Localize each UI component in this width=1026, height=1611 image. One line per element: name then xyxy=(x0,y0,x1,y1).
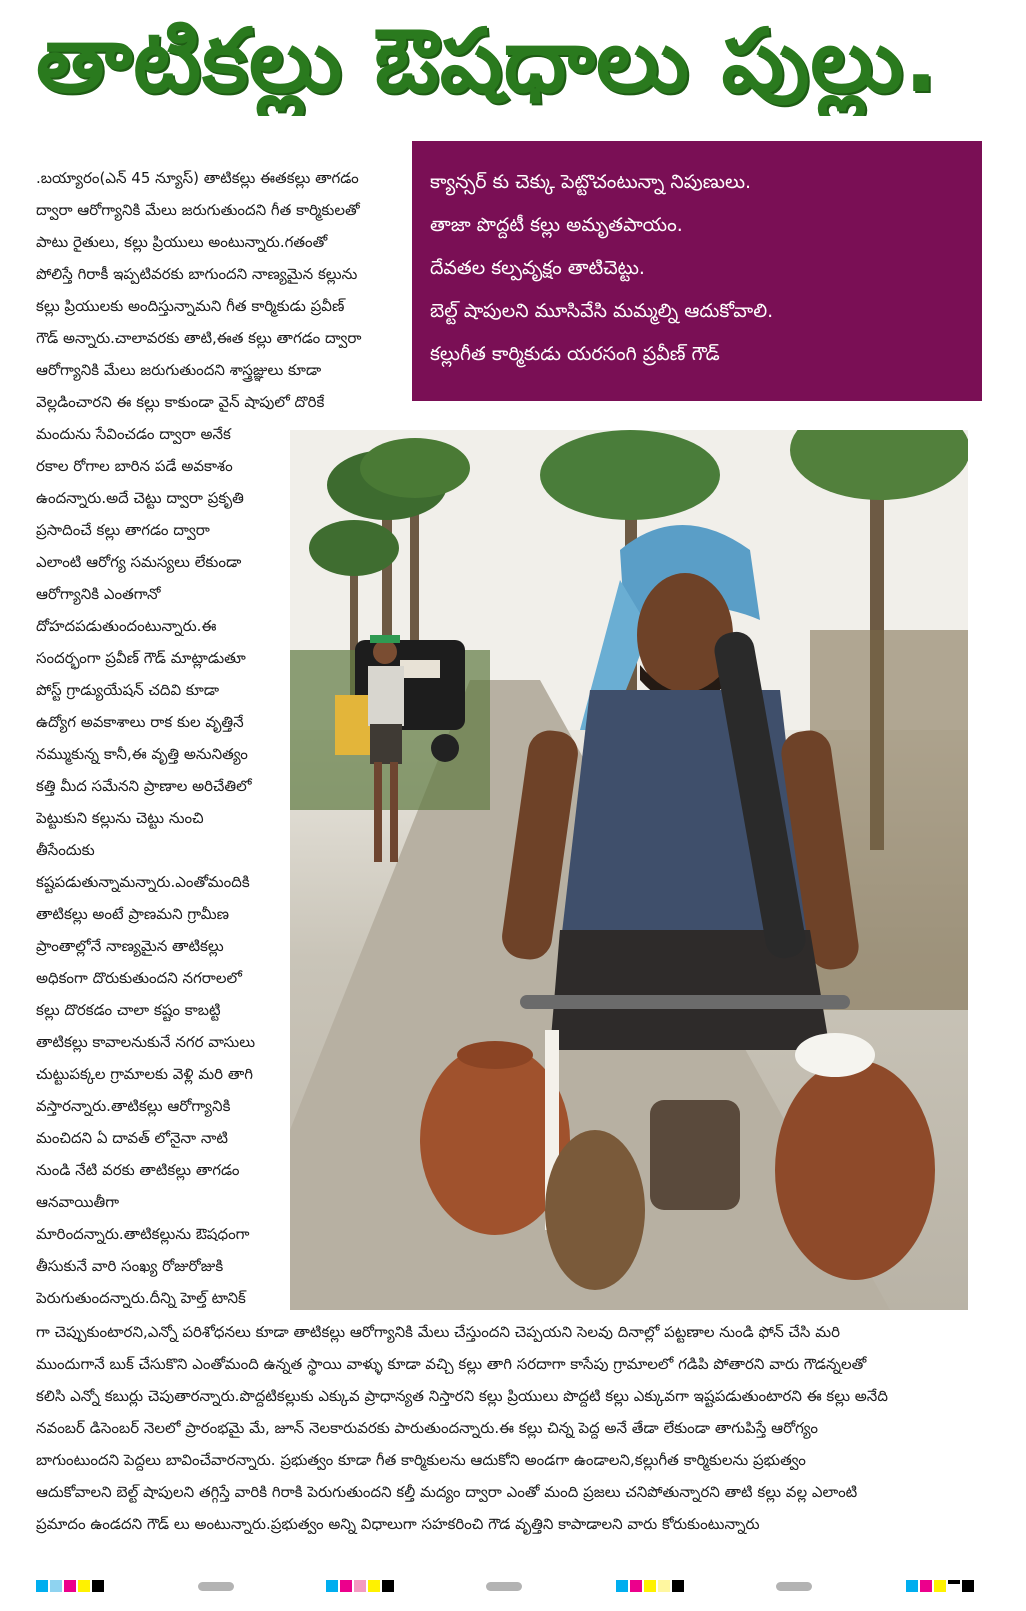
article-line: ముందుగానే బుక్ చేసుకొని ఎంతోమంది ఉన్నత స్థాయి వాళ్ళు కూడా వచ్చి కల్లు తాగి సరదాగా కాసేపు గ్రామాలలో గడిపి పోతారని వారు గౌడన్నలతో xyxy=(36,1355,867,1373)
article-line: ఎలాంటి ఆరోగ్య సమస్యలు లేకుండా xyxy=(36,553,242,571)
article-line: ఆరోగ్యానికి మేలు జరుగుతుందని శాస్త్రజ్ఞులు కూడా xyxy=(36,361,322,379)
registration-marks xyxy=(36,1578,996,1594)
color-bar xyxy=(326,1580,394,1592)
article-line: సందర్భంగా ప్రవీణ్ గౌడ్ మాట్లాడుతూ xyxy=(36,649,246,667)
color-bar xyxy=(36,1580,104,1592)
highlight-box xyxy=(412,141,982,401)
article-line: పాటు రైతులు, కల్లు ప్రియులు అంటున్నారు.గతంతో xyxy=(36,233,328,251)
article-line: ఆరోగ్యానికి ఎంతగానో xyxy=(36,585,161,603)
article-line: తీసేందుకు xyxy=(36,841,95,859)
article-line: వెల్లడించారని ఈ కల్లు కాకుండా వైన్ షాపులో దొరికే xyxy=(36,393,325,411)
headline: తాటికల్లు ఔషధాలు పుల్లు. xyxy=(36,9,939,112)
highlight-line: క్యాన్సర్ కు చెక్కు పెట్టొచంటున్నా నిపుణులు. xyxy=(430,171,752,193)
article-line: కల్లు దొరకడం చాలా కష్టం కాబట్టి xyxy=(36,1001,221,1019)
article-line: మందును సేవించడం ద్వారా అనేక xyxy=(36,425,231,443)
article-line: ద్వారా ఆరోగ్యానికి మేలు జరుగుతుందని గీత కార్మికులతో xyxy=(36,201,360,219)
highlight-line: తాజా పొద్దటీ కల్లు అమృతపాయం. xyxy=(430,214,683,236)
article-line: ప్రమాదం ఉండదని గౌడ్ లు అంటున్నారు.ప్రభుత్వం అన్ని విధాలుగా సహకరించి గౌడ వృత్తిని కాపాడాలని వారు కోరుకుంటున్నారు xyxy=(36,1515,760,1533)
handlebar xyxy=(520,995,850,1009)
highlight-line: కల్లుగీత కార్మికుడు యరసంగి ప్రవీణ్ గౌడ్ xyxy=(430,343,720,365)
article-line: బాగుంటుందని పెద్దలు బావించేవారన్నారు. ప్రభుత్వం కూడా గీత కార్మికులను ఆదుకోని అండగా ఉండాలని,కల్లుగీత కార్మికులను ప్రభుత్వం xyxy=(36,1451,806,1469)
article-line: మారిందన్నారు.తాటికల్లును ఔషధంగా xyxy=(36,1225,250,1243)
gray-mark xyxy=(776,1582,812,1591)
article-line: ఉద్యోగ అవకాశాలు రాక కుల వృత్తినే xyxy=(36,713,244,731)
article-line: గా చెప్పుకుంటారని,ఎన్నో పరిశోధనలు కూడా తాటికల్లు ఆరోగ్యానికి మేలు చేస్తుందని చెప్పయని సెలవు దినాల్లో పట్టణాల నుండి ఫోన్ చేసి మరి xyxy=(36,1323,840,1341)
article-line: తీసుకునే వారి సంఖ్య రోజురోజుకి xyxy=(36,1257,224,1275)
color-bar xyxy=(906,1580,974,1592)
color-bar xyxy=(616,1580,684,1592)
article-line: కల్లు ప్రియులకు అందిస్తున్నామని గీత కార్మికుడు ప్రవీణ్ xyxy=(36,297,345,315)
article-line: నవంబర్ డిసెంబర్ నెలలో ప్రారంభమై మే, జూన్ నెలకారువరకు పారుతుందన్నారు.ఈ కల్లు చిన్న పెద్ద అనే తేడా లేకుండా తాగుపిస్తే ఆరోగ్యం xyxy=(36,1419,818,1437)
article-line: ఆనవాయితీగా xyxy=(36,1193,120,1211)
article-bottom xyxy=(36,1316,986,1540)
article-line: వస్తారన్నారు.తాటికల్లు ఆరోగ్యానికి xyxy=(36,1097,231,1115)
article-line: ఉందన్నారు.అదే చెట్టు ద్వారా ప్రకృతి xyxy=(36,489,244,507)
article-line: రకాల రోగాల బారిన పడే అవకాశం xyxy=(36,457,233,475)
article-line: ప్రాంతాల్లోనే నాణ్యమైన తాటికల్లు xyxy=(36,937,224,955)
article-line: మంచిదని ఏ దావత్ లోనైనా నాటి xyxy=(36,1129,229,1147)
article-line: పోస్ట్ గ్రాడ్యుయేషన్ చదివి కూడా xyxy=(36,681,220,699)
article-line: చుట్టుపక్కల గ్రామాలకు వెళ్లి మరి తాగి xyxy=(36,1065,253,1083)
photo-illustration xyxy=(290,430,968,1310)
article-line: తాటికల్లు కావాలనుకునే నగర వాసులు xyxy=(36,1033,256,1051)
article-line: నుండి నేటి వరకు తాటికల్లు తాగడం xyxy=(36,1161,240,1179)
article-line: పెట్టుకుని కల్లును చెట్టు నుంచి xyxy=(36,809,204,827)
gray-mark xyxy=(486,1582,522,1591)
highlight-line: బెల్ట్ షాపులని మూసివేసి మమ్మల్ని ఆదుకోవాలి. xyxy=(430,300,774,322)
article-line: పోలిస్తే గిరాకీ ఇప్పటివరకు బాగుందని నాణ్యమైన కల్లును xyxy=(36,265,358,283)
gray-mark xyxy=(198,1582,234,1591)
highlight-line: దేవతల కల్పవృక్షం తాటిచెట్టు. xyxy=(430,257,645,279)
article-line: కత్తి మీద సమేనని ప్రాణాల అరిచేతిలో xyxy=(36,777,252,795)
article-line: ప్రసాదించే కల్లు తాగడం ద్వారా xyxy=(36,521,210,539)
article-line: నమ్ముకున్న కానీ,ఈ వృత్తి అనునిత్యం xyxy=(36,745,248,763)
article-line: పెరుగుతుందన్నారు.దీన్ని హెల్త్ టానిక్ xyxy=(36,1289,246,1307)
background-man xyxy=(368,635,404,862)
article-line: గౌడ్ అన్నారు.చాలావరకు తాటి,ఈత కల్లు తాగడం ద్వారా xyxy=(36,329,362,347)
article-line: .బయ్యారం(ఎన్ 45 న్యూస్) తాటికల్లు ఈతకల్లు తాగడం xyxy=(36,169,359,187)
article-line: దోహదపడుతుందంటున్నారు.ఈ xyxy=(36,617,217,635)
article-line: ఆదుకోవాలని బెల్ట్ షాపులని తగ్గిస్తే వారికి గిరాకి పెరుగుతుందని కల్తీ మద్యం ద్వారా ఎంతో మంది ప్రజలు చనిపోతున్నారని తాటి కల్లు వల్ల ఎలాంటి xyxy=(36,1483,858,1501)
article-line: తాటికల్లు అంటే ప్రాణమని గ్రామీణ xyxy=(36,905,229,923)
article-line: కలిసి ఎన్నో కబుర్లు చెపుతారన్నారు.పొద్దటికల్లుకు ఎక్కువ ప్రాధాన్యత నిస్తారని కల్లు ప్రియులు పొద్దటి కల్లు ఎక్కువగా ఇష్టపడుతుంటారని ఈ కల్లు అనేది xyxy=(36,1387,888,1405)
article-line: అధికంగా దొరుకుతుందని నగరాలలో xyxy=(36,969,242,987)
toddy-tapper-photo xyxy=(290,430,968,1310)
article-line: కష్టపడుతున్నామన్నారు.ఎంతోమందికి xyxy=(36,873,250,891)
